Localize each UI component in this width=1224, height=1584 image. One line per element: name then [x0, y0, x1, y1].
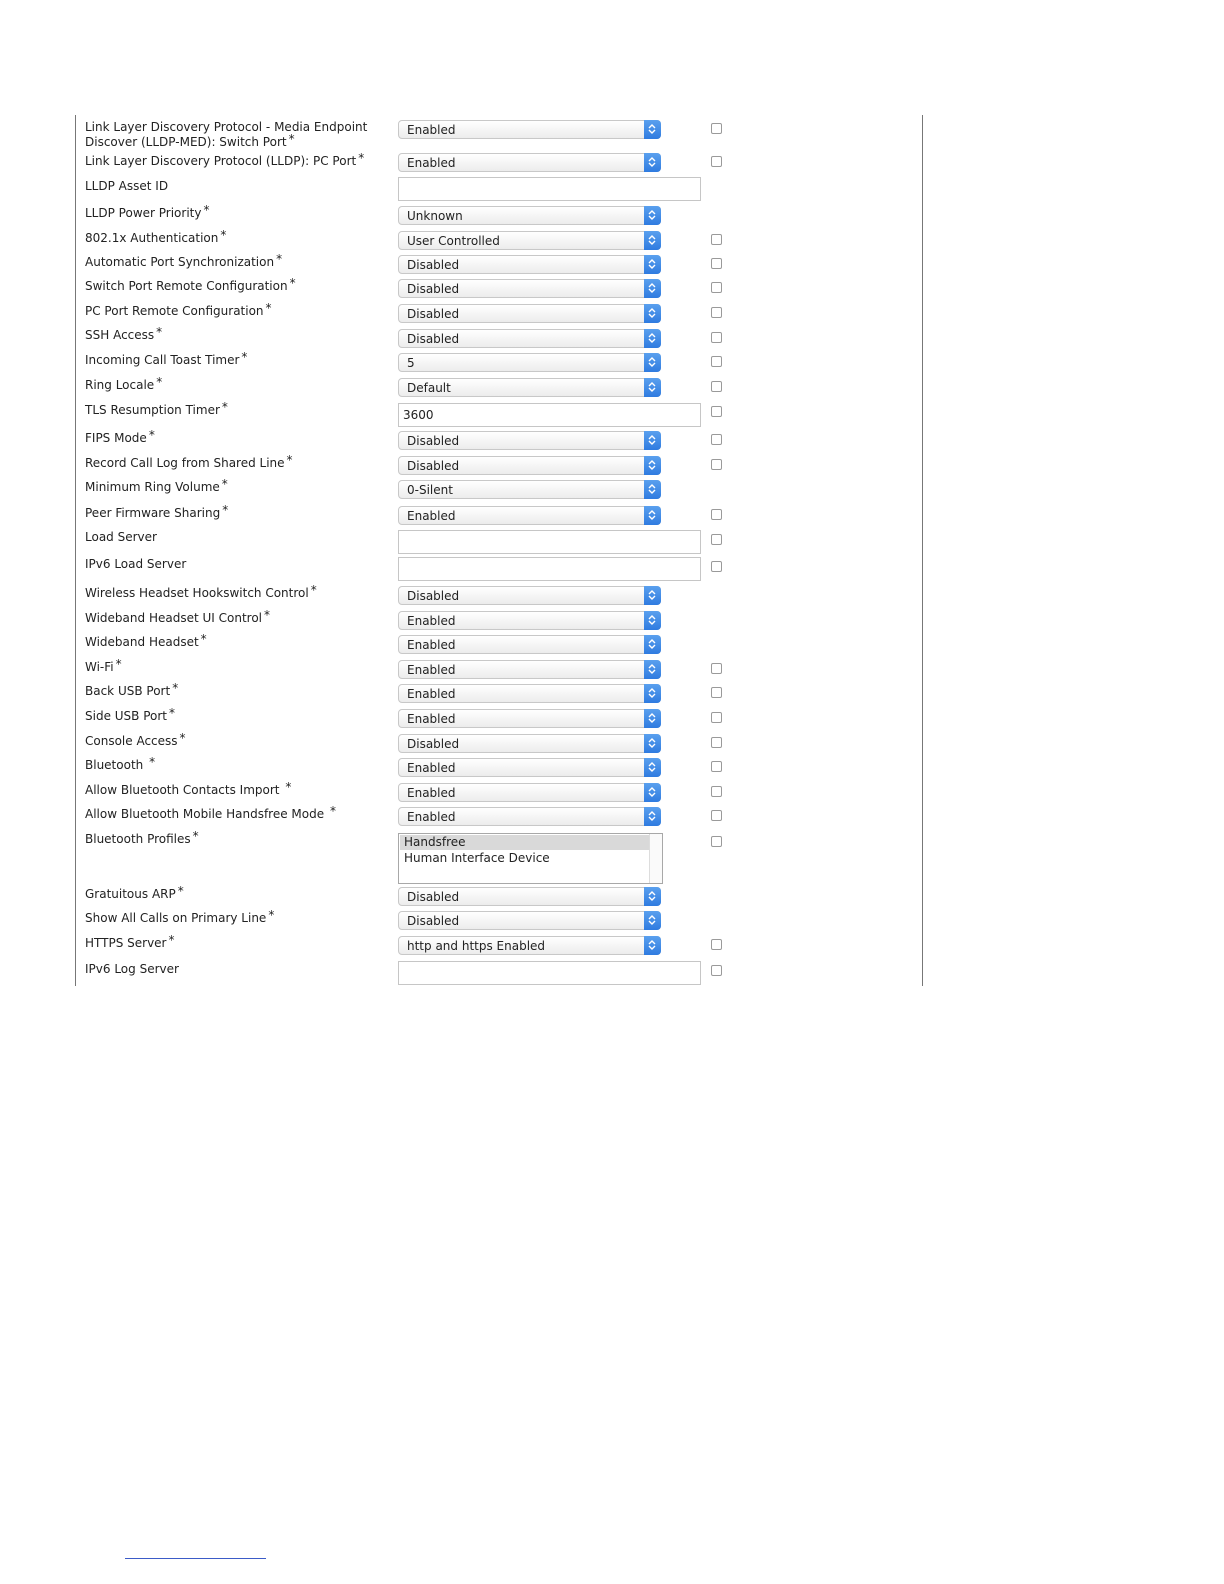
select-arrows-icon — [644, 911, 661, 930]
override-checkbox[interactable] — [711, 534, 722, 545]
override-checkbox[interactable] — [711, 687, 722, 698]
back-usb-port-select[interactable]: Enabled — [398, 684, 661, 703]
fips-mode-select[interactable]: Disabled — [398, 431, 661, 450]
lldp-med-switch-port-select[interactable]: Enabled — [398, 120, 661, 139]
setting-label: Allow Bluetooth Contacts Import * — [85, 780, 292, 797]
setting-label: 802.1x Authentication * — [85, 228, 227, 245]
gratuitous-arp-select[interactable]: Disabled — [398, 887, 661, 906]
override-checkbox[interactable] — [711, 434, 722, 445]
select-arrows-icon — [644, 329, 661, 348]
lldp-asset-id-input[interactable] — [398, 177, 701, 201]
listbox-scrollbar[interactable] — [649, 834, 662, 883]
override-checkbox[interactable] — [711, 356, 722, 367]
allow-bluetooth-contacts-import-select[interactable]: Enabled — [398, 783, 661, 802]
override-checkbox[interactable] — [711, 712, 722, 723]
list-option-handsfree[interactable]: Handsfree — [400, 835, 650, 850]
override-checkbox[interactable] — [711, 381, 722, 392]
setting-label: Bluetooth * — [85, 755, 156, 772]
lldp-pc-port-select[interactable]: Enabled — [398, 153, 661, 172]
override-checkbox[interactable] — [711, 156, 722, 167]
setting-label: Wideband Headset * — [85, 632, 207, 649]
select-arrows-icon — [644, 734, 661, 753]
select-arrows-icon — [644, 480, 661, 499]
setting-label: Minimum Ring Volume * — [85, 477, 228, 494]
wi-fi-select[interactable]: Enabled — [398, 660, 661, 679]
select-arrows-icon — [644, 783, 661, 802]
select-arrows-icon — [644, 378, 661, 397]
select-arrows-icon — [644, 758, 661, 777]
product-specific-configuration-panel — [75, 115, 923, 986]
setting-label: IPv6 Log Server — [85, 962, 179, 976]
peer-firmware-sharing-select[interactable]: Enabled — [398, 506, 661, 525]
override-checkbox[interactable] — [711, 786, 722, 797]
footnote-divider — [125, 1558, 266, 1559]
wideband-headset-select[interactable]: Enabled — [398, 635, 661, 654]
setting-label: FIPS Mode * — [85, 428, 155, 445]
list-option-human-interface-device[interactable]: Human Interface Device — [404, 851, 550, 865]
setting-label: Load Server — [85, 530, 157, 544]
override-checkbox[interactable] — [711, 123, 722, 134]
override-checkbox[interactable] — [711, 761, 722, 772]
https-server-select[interactable]: http and https Enabled — [398, 936, 661, 955]
setting-label: Wireless Headset Hookswitch Control * — [85, 583, 317, 600]
ipv6-log-server-input[interactable] — [398, 961, 701, 985]
minimum-ring-volume-select[interactable]: 0-Silent — [398, 480, 661, 499]
setting-label: Back USB Port * — [85, 681, 179, 698]
setting-label: Automatic Port Synchronization * — [85, 252, 283, 269]
incoming-call-toast-timer-select[interactable]: 5 — [398, 353, 661, 372]
select-arrows-icon — [644, 255, 661, 274]
setting-label: TLS Resumption Timer * — [85, 400, 228, 417]
console-access-select[interactable]: Disabled — [398, 734, 661, 753]
select-arrows-icon — [644, 206, 661, 225]
setting-label: Show All Calls on Primary Line * — [85, 908, 275, 925]
override-checkbox[interactable] — [711, 737, 722, 748]
setting-label: Gratuitous ARP * — [85, 884, 184, 901]
wireless-headset-hookswitch-control-select[interactable]: Disabled — [398, 586, 661, 605]
select-arrows-icon — [644, 120, 661, 139]
setting-label: SSH Access * — [85, 325, 163, 342]
select-arrows-icon — [644, 887, 661, 906]
setting-label: Bluetooth Profiles * — [85, 829, 199, 846]
override-checkbox[interactable] — [711, 810, 722, 821]
setting-label: Incoming Call Toast Timer * — [85, 350, 248, 367]
select-arrows-icon — [644, 684, 661, 703]
select-arrows-icon — [644, 506, 661, 525]
override-checkbox[interactable] — [711, 939, 722, 950]
override-checkbox[interactable] — [711, 509, 722, 520]
override-checkbox[interactable] — [711, 307, 722, 318]
bluetooth-select[interactable]: Enabled — [398, 758, 661, 777]
override-checkbox[interactable] — [711, 332, 722, 343]
ring-locale-select[interactable]: Default — [398, 378, 661, 397]
select-arrows-icon — [644, 936, 661, 955]
setting-label: Allow Bluetooth Mobile Handsfree Mode * — [85, 804, 336, 821]
setting-label: Link Layer Discovery Protocol (LLDP): PC Port * — [85, 151, 365, 168]
show-all-calls-primary-line-select[interactable]: Disabled — [398, 911, 661, 930]
wideband-headset-ui-control-select[interactable]: Enabled — [398, 611, 661, 630]
select-arrows-icon — [644, 660, 661, 679]
select-arrows-icon — [644, 231, 661, 250]
select-arrows-icon — [644, 807, 661, 826]
switch-port-remote-configuration-select[interactable]: Disabled — [398, 279, 661, 298]
setting-label: LLDP Asset ID — [85, 179, 169, 193]
record-call-log-shared-line-select[interactable]: Disabled — [398, 456, 661, 475]
override-checkbox[interactable] — [711, 561, 722, 572]
override-checkbox[interactable] — [711, 258, 722, 269]
select-arrows-icon — [644, 709, 661, 728]
setting-label: LLDP Power Priority * — [85, 203, 210, 220]
setting-label: Link Layer Discovery Protocol - Media Endpoint Discover (LLDP-MED): Switch Port * — [85, 120, 368, 149]
setting-label: Wi-Fi * — [85, 657, 122, 674]
setting-label: Peer Firmware Sharing * — [85, 503, 229, 520]
pc-port-remote-configuration-select[interactable]: Disabled — [398, 304, 661, 323]
select-arrows-icon — [644, 586, 661, 605]
override-checkbox[interactable] — [711, 459, 722, 470]
setting-label: Side USB Port * — [85, 706, 176, 723]
setting-label: Record Call Log from Shared Line * — [85, 453, 293, 470]
tls-resumption-timer-input[interactable]: 3600 — [398, 403, 701, 427]
8021x-authentication-select[interactable]: User Controlled — [398, 231, 661, 250]
select-arrows-icon — [644, 431, 661, 450]
select-arrows-icon — [644, 279, 661, 298]
select-arrows-icon — [644, 304, 661, 323]
bluetooth-profiles-listbox[interactable] — [398, 833, 663, 884]
override-checkbox[interactable] — [711, 663, 722, 674]
select-arrows-icon — [644, 635, 661, 654]
setting-label: HTTPS Server * — [85, 933, 175, 950]
ssh-access-select[interactable]: Disabled — [398, 329, 661, 348]
override-checkbox[interactable] — [711, 965, 722, 976]
select-arrows-icon — [644, 153, 661, 172]
allow-bluetooth-mobile-handsfree-mode-select[interactable]: Enabled — [398, 807, 661, 826]
load-server-input[interactable] — [398, 530, 701, 554]
side-usb-port-select[interactable]: Enabled — [398, 709, 661, 728]
setting-label: Switch Port Remote Configuration * — [85, 276, 296, 293]
override-checkbox[interactable] — [711, 282, 722, 293]
ipv6-load-server-input[interactable] — [398, 557, 701, 581]
select-arrows-icon — [644, 611, 661, 630]
setting-label: IPv6 Load Server — [85, 557, 187, 571]
automatic-port-synchronization-select[interactable]: Disabled — [398, 255, 661, 274]
select-arrows-icon — [644, 456, 661, 475]
select-arrows-icon — [644, 353, 661, 372]
setting-label: PC Port Remote Configuration * — [85, 301, 272, 318]
override-checkbox[interactable] — [711, 234, 722, 245]
setting-label: Ring Locale * — [85, 375, 163, 392]
setting-label: Console Access * — [85, 731, 186, 748]
lldp-power-priority-select[interactable]: Unknown — [398, 206, 661, 225]
setting-label: Wideband Headset UI Control * — [85, 608, 270, 625]
override-checkbox[interactable] — [711, 406, 722, 417]
override-checkbox[interactable] — [711, 836, 722, 847]
